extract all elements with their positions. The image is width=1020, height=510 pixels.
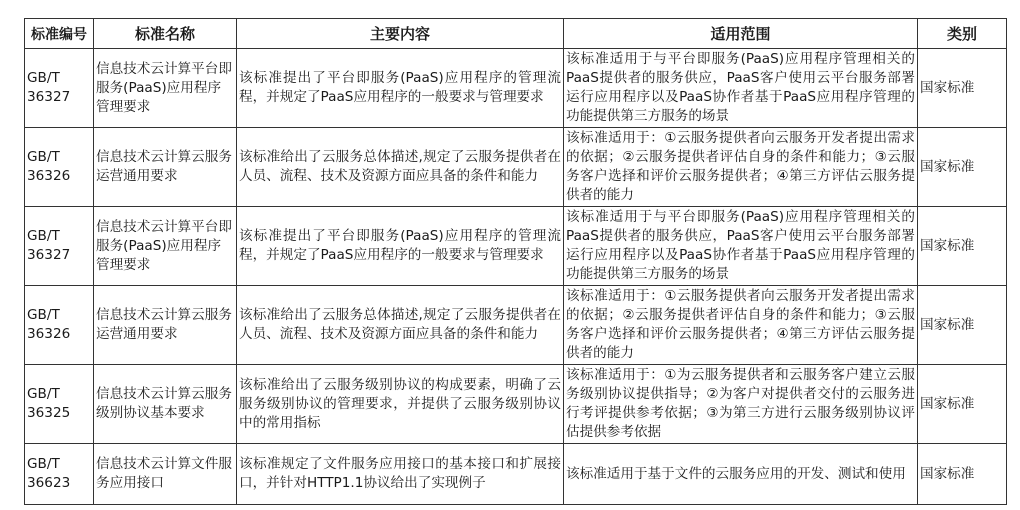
category-cell: 国家标准 xyxy=(918,365,1007,444)
category-cell: 国家标准 xyxy=(918,286,1007,365)
header-standard-id: 标准编号 xyxy=(25,19,94,49)
scope-cell: 该标准适用于与平台即服务(PaaS)应用程序管理相关的PaaS提供者的服务供应，PaaS客户使用云平台服务部署运行应用程序以及PaaS协作者基于PaaS应用程序管理的功能提供第三方服务的场景 xyxy=(564,49,918,128)
table-row xyxy=(25,444,1007,505)
standard-name-cell: 信息技术云计算云服务运营通用要求 xyxy=(94,128,237,207)
category-cell: 国家标准 xyxy=(918,128,1007,207)
scope-cell: 该标准适用于：①为云服务提供者和云服务客户建立云服务级别协议提供指导；②为客户对提供者交付的云服务进行考评提供参考依据；③为第三方进行云服务级别协议评估提供参考依据 xyxy=(564,365,918,444)
standard-id-cell: GB/T 36623 xyxy=(25,444,94,505)
standards-table xyxy=(24,18,1007,505)
table-row xyxy=(25,207,1007,286)
standard-name-cell: 信息技术云计算云服务运营通用要求 xyxy=(94,286,237,365)
table-header-row xyxy=(25,19,1007,49)
category-cell: 国家标准 xyxy=(918,49,1007,128)
standard-id-cell: GB/T 36327 xyxy=(25,207,94,286)
scope-cell: 该标准适用于：①云服务提供者向云服务开发者提出需求的依据；②云服务提供者评估自身的条件和能力；③云服务客户选择和评价云服务提供者；④第三方评估云服务提供者的能力 xyxy=(564,128,918,207)
category-cell: 国家标准 xyxy=(918,207,1007,286)
main-content-cell: 该标准给出了云服务总体描述,规定了云服务提供者在人员、流程、技术及资源方面应具备的条件和能力 xyxy=(237,286,564,365)
scope-cell: 该标准适用于：①云服务提供者向云服务开发者提出需求的依据；②云服务提供者评估自身的条件和能力；③云服务客户选择和评价云服务提供者；④第三方评估云服务提供者的能力 xyxy=(564,286,918,365)
main-content-cell: 该标准提出了平台即服务(PaaS)应用程序的管理流程，并规定了PaaS应用程序的一般要求与管理要求 xyxy=(237,49,564,128)
main-content-cell: 该标准给出了云服务级别协议的构成要素，明确了云服务级别协议的管理要求，并提供了云服务级别协议中的常用指标 xyxy=(237,365,564,444)
standard-id-cell: GB/T 36327 xyxy=(25,49,94,128)
main-content-cell: 该标准给出了云服务总体描述,规定了云服务提供者在人员、流程、技术及资源方面应具备的条件和能力 xyxy=(237,128,564,207)
standard-id-cell: GB/T 36325 xyxy=(25,365,94,444)
main-content-cell: 该标准提出了平台即服务(PaaS)应用程序的管理流程，并规定了PaaS应用程序的一般要求与管理要求 xyxy=(237,207,564,286)
header-scope: 适用范围 xyxy=(564,19,918,49)
header-standard-name: 标准名称 xyxy=(94,19,237,49)
table-row xyxy=(25,286,1007,365)
standards-table-container xyxy=(24,18,1006,505)
table-row xyxy=(25,49,1007,128)
table-row xyxy=(25,128,1007,207)
standard-id-cell: GB/T 36326 xyxy=(25,286,94,365)
standard-name-cell: 信息技术云计算文件服务应用接口 xyxy=(94,444,237,505)
category-cell: 国家标准 xyxy=(918,444,1007,505)
header-category: 类别 xyxy=(918,19,1007,49)
table-row xyxy=(25,365,1007,444)
standard-name-cell: 信息技术云计算云服务级别协议基本要求 xyxy=(94,365,237,444)
main-content-cell: 该标准规定了文件服务应用接口的基本接口和扩展接口，并针对HTTP1.1协议给出了实现例子 xyxy=(237,444,564,505)
scope-cell: 该标准适用于基于文件的云服务应用的开发、测试和使用 xyxy=(564,444,918,505)
standard-name-cell: 信息技术云计算平台即服务(PaaS)应用程序管理要求 xyxy=(94,49,237,128)
header-main-content: 主要内容 xyxy=(237,19,564,49)
standard-name-cell: 信息技术云计算平台即服务(PaaS)应用程序管理要求 xyxy=(94,207,237,286)
scope-cell: 该标准适用于与平台即服务(PaaS)应用程序管理相关的PaaS提供者的服务供应，PaaS客户使用云平台服务部署运行应用程序以及PaaS协作者基于PaaS应用程序管理的功能提供第三方服务的场景 xyxy=(564,207,918,286)
standard-id-cell: GB/T 36326 xyxy=(25,128,94,207)
